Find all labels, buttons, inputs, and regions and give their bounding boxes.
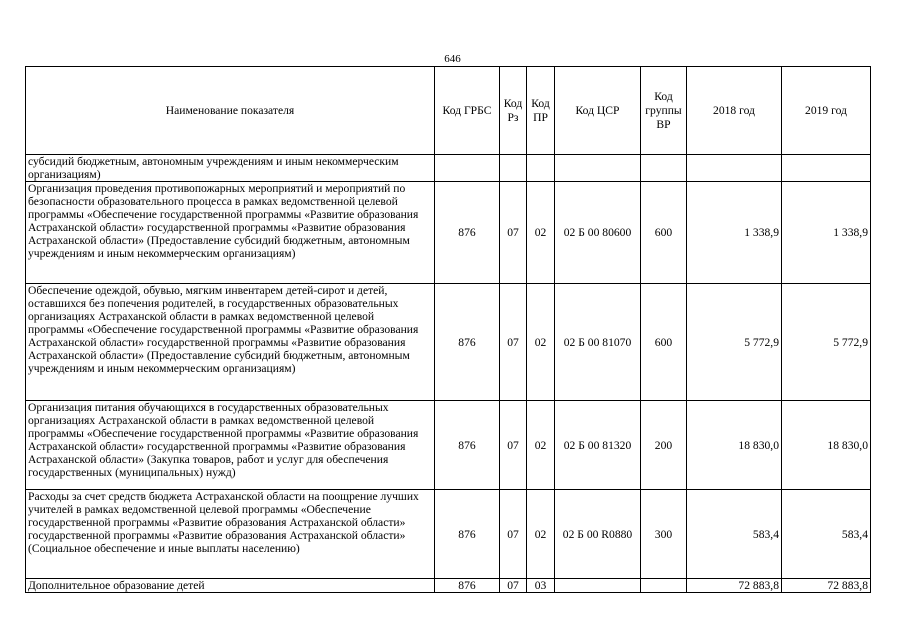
row-name: Организация питания обучающихся в государственных образовательных организациях Астраханской области в рамках ведомственной целевой программы «Обеспечение государственной программы «Развитие образования Астраханской области» государственной программы «Развитие образования Астраханской области» (Закупка товаров, работ и услуг для обеспечения государственных (муниципальных) нужд)	[26, 401, 435, 490]
header-vr: Код группы ВР	[641, 67, 687, 155]
row-pr: 03	[527, 579, 555, 593]
row-csr: 02 Б 00 81320	[555, 401, 641, 490]
row-pr: 02	[527, 284, 555, 401]
row-csr: 02 Б 00 81070	[555, 284, 641, 401]
table-header-row	[26, 67, 871, 155]
row-vr	[641, 155, 687, 182]
row-pr: 02	[527, 182, 555, 284]
row-2018	[687, 155, 782, 182]
row-rz	[500, 155, 527, 182]
row-grbs: 876	[435, 579, 500, 593]
row-vr: 600	[641, 284, 687, 401]
row-2018: 583,4	[687, 490, 782, 579]
row-name: Расходы за счет средств бюджета Астраханской области на поощрение лучших учителей в рамках ведомственной целевой программы «Обеспечение государственной программы «Развитие образования Астраханской области» государственной программы «Развитие образования Астраханской области» (Социальное обеспечение и иные выплаты населению)	[26, 490, 435, 579]
row-grbs	[435, 155, 500, 182]
row-csr	[555, 579, 641, 593]
row-2019: 583,4	[782, 490, 871, 579]
row-pr: 02	[527, 490, 555, 579]
header-csr: Код ЦСР	[555, 67, 641, 155]
row-name: Организация проведения противопожарных мероприятий и мероприятий по безопасности образовательного процесса в рамках ведомственной целевой программы «Обеспечение государственной программы «Развитие образования Астраханской области» государственной программы «Развитие образования Астраханской области» (Предоставление субсидий бюджетным, автономным учреждениям и иным некоммерческим организациям)	[26, 182, 435, 284]
row-rz: 07	[500, 284, 527, 401]
row-2019	[782, 155, 871, 182]
row-2019: 1 338,9	[782, 182, 871, 284]
row-pr: 02	[527, 401, 555, 490]
row-2019: 18 830,0	[782, 401, 871, 490]
header-rz: Код Рз	[500, 67, 527, 155]
table-row	[26, 182, 871, 284]
table-row	[26, 155, 871, 182]
row-2018: 72 883,8	[687, 579, 782, 593]
header-2018: 2018 год	[687, 67, 782, 155]
budget-table	[25, 66, 871, 593]
header-2019: 2019 год	[782, 67, 871, 155]
row-rz: 07	[500, 490, 527, 579]
table-row	[26, 490, 871, 579]
row-2018: 1 338,9	[687, 182, 782, 284]
row-rz: 07	[500, 579, 527, 593]
row-csr	[555, 155, 641, 182]
table-row	[26, 401, 871, 490]
row-grbs: 876	[435, 182, 500, 284]
table-row	[26, 284, 871, 401]
row-csr: 02 Б 00 R0880	[555, 490, 641, 579]
row-csr: 02 Б 00 80600	[555, 182, 641, 284]
row-vr: 300	[641, 490, 687, 579]
row-2018: 18 830,0	[687, 401, 782, 490]
header-name: Наименование показателя	[26, 67, 435, 155]
table-row	[26, 579, 871, 593]
row-grbs: 876	[435, 284, 500, 401]
row-name: субсидий бюджетным, автономным учреждениям и иным некоммерческим организациям)	[26, 155, 435, 182]
row-2018: 5 772,9	[687, 284, 782, 401]
row-grbs: 876	[435, 490, 500, 579]
header-pr: Код ПР	[527, 67, 555, 155]
row-vr: 200	[641, 401, 687, 490]
row-pr	[527, 155, 555, 182]
row-rz: 07	[500, 401, 527, 490]
row-vr	[641, 579, 687, 593]
row-name: Обеспечение одеждой, обувью, мягким инвентарем детей-сирот и детей, оставшихся без попечения родителей, в государственных образовательных организациях Астраханской области в рамках ведомственной целевой программы «Обеспечение государственной программы «Развитие образования Астраханской области» государственной программы «Развитие образования Астраханской области» (Предоставление субсидий бюджетным, автономным учреждениям и иным некоммерческим организациям)	[26, 284, 435, 401]
row-grbs: 876	[435, 401, 500, 490]
row-vr: 600	[641, 182, 687, 284]
row-2019: 5 772,9	[782, 284, 871, 401]
row-rz: 07	[500, 182, 527, 284]
row-2019: 72 883,8	[782, 579, 871, 593]
header-grbs: Код ГРБС	[435, 67, 500, 155]
row-name: Дополнительное образование детей	[26, 579, 435, 593]
page-number: 646	[444, 53, 461, 65]
